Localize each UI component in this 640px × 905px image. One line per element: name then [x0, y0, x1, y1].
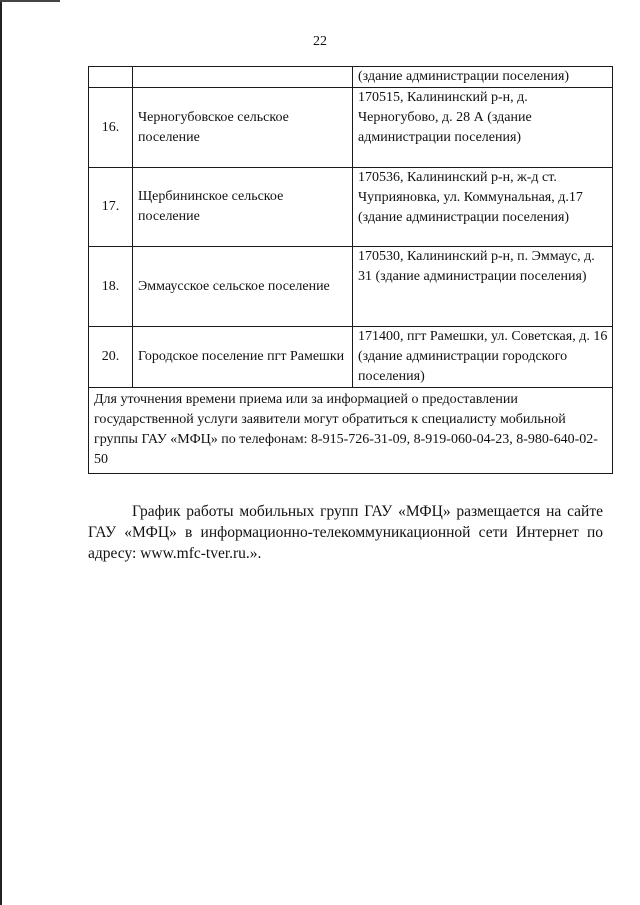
settlement-name: Городское поселение пгт Рамешки: [133, 327, 353, 388]
row-number: [89, 67, 133, 88]
settlement-address: 170515, Калининский р-н, д. Черногубово, д. 28 А (здание администрации поселения): [353, 88, 613, 168]
settlement-name: Щербининское сельское поселение: [133, 168, 353, 247]
settlement-address: 170536, Калининский р-н, ж-д ст. Чуприяновка, ул. Коммунальная, д.17 (здание администрации поселения): [353, 168, 613, 247]
contact-note: Для уточнения времени приема или за информацией о предоставлении государственной услуги заявители могут обратиться к специалисту мобильной группы ГАУ «МФЦ» по телефонам: 8-915-726-31-09, 8-919-060-04-23, 8-980-640-02-50: [89, 388, 613, 474]
table-row: [89, 247, 613, 327]
table-note-row: [89, 388, 613, 474]
row-number: 20.: [89, 327, 133, 388]
scan-edge-left: [0, 0, 2, 905]
row-number: 16.: [89, 88, 133, 168]
row-number: 18.: [89, 247, 133, 327]
settlement-name: Черногубовское сельское поселение: [133, 88, 353, 168]
table-row: [89, 88, 613, 168]
table-row: [89, 327, 613, 388]
locations-table: [88, 66, 613, 474]
table-row-continuation: [89, 67, 613, 88]
settlement-name: [133, 67, 353, 88]
row-number: 17.: [89, 168, 133, 247]
settlement-address: 171400, пгт Рамешки, ул. Советская, д. 16 (здание администрации городского поселения): [353, 327, 613, 388]
scan-edge-top: [0, 0, 60, 2]
settlement-name: Эммаусское сельское поселение: [133, 247, 353, 327]
table-row: [89, 168, 613, 247]
page-number: 22: [313, 34, 327, 49]
schedule-paragraph: График работы мобильных групп ГАУ «МФЦ» размещается на сайте ГАУ «МФЦ» в информационно-телекоммуникационной сети Интернет по адресу: www.mfc-tver.ru.».: [88, 502, 603, 562]
settlement-address: 170530, Калининский р-н, п. Эммаус, д. 31 (здание администрации поселения): [353, 247, 613, 327]
settlement-address: (здание администрации поселения): [353, 67, 613, 88]
